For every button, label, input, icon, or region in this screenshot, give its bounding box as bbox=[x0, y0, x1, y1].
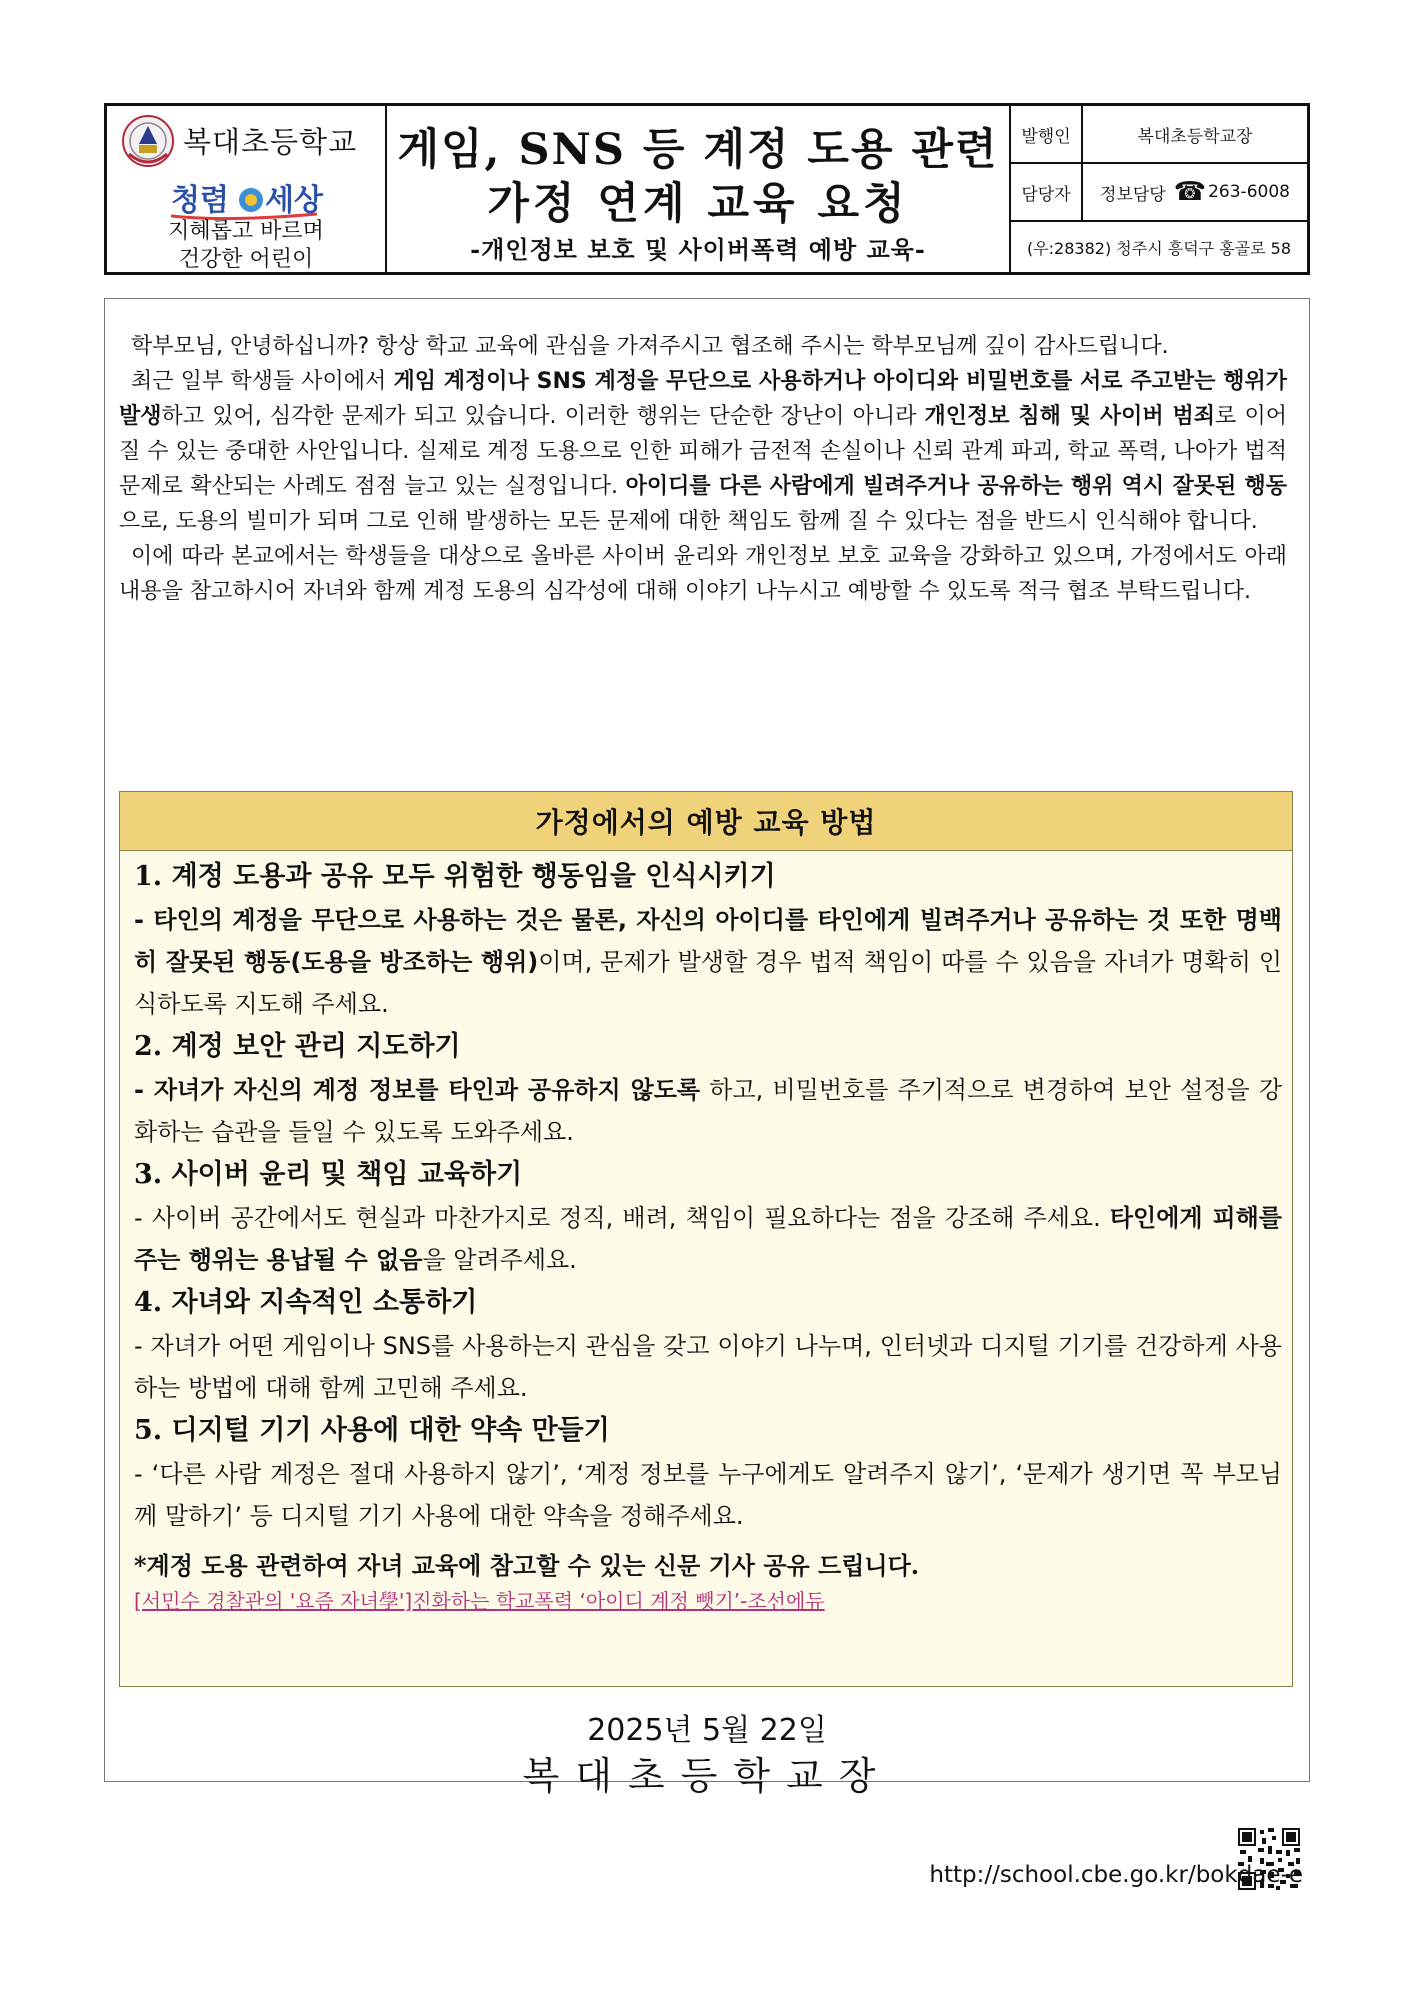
integrity-slogan-logo bbox=[167, 176, 337, 222]
publisher-label: 발행인 bbox=[1011, 106, 1083, 162]
prevention-tips-box bbox=[119, 791, 1293, 1687]
intro-text bbox=[119, 329, 1287, 609]
tip-3-bold: 타인에게 피해를 주는 행위는 용납될 수 없음 bbox=[134, 1204, 1282, 1274]
school-emblem-icon bbox=[121, 114, 175, 168]
tip-1-rest: 이며, 문제가 발생할 경우 법적 책임이 따를 수 있음을 자녀가 명확히 인식하도록 지도해 주세요. bbox=[134, 948, 1282, 1018]
document-header bbox=[104, 103, 1310, 275]
tip-4-text: - 자녀가 어떤 게임이나 SNS를 사용하는지 관심을 갖고 이야기 나누며, 인터넷과 디지털 기기를 건강하게 사용하는 방법에 대해 함께 고민해 주세요. bbox=[134, 1332, 1282, 1402]
tip-3-text bbox=[134, 1197, 1282, 1281]
intro-p2-text-d: 으로, 도용의 빌미가 되며 그로 인해 발생하는 모든 문제에 대한 책임도 함께 질 수 있다는 점을 반드시 인식해야 합니다. bbox=[119, 509, 1258, 534]
document-subtitle: -개인정보 보호 및 사이버폭력 예방 교육- bbox=[470, 235, 926, 264]
principal-signature: 복대초등학교장 bbox=[522, 1754, 892, 1798]
issue-date: 2025년 5월 22일 bbox=[587, 1713, 827, 1748]
tip-2-bold: - 자녀가 자신의 계정 정보를 타인과 공유하지 않도록 bbox=[134, 1076, 701, 1104]
tip-2-rest: 하고, 비밀번호를 주기적으로 변경하여 보안 설정을 강화하는 습관을 들일 수 있도록 도와주세요. bbox=[134, 1076, 1283, 1146]
intro-paragraph-1: 학부모님, 안녕하십니까? 항상 학교 교육에 관심을 가져주시고 협조해 주시는 학부모님께 깊이 감사드립니다. bbox=[131, 334, 1169, 359]
intro-p2-bold-c: 아이디를 다른 사람에게 빌려주거나 공유하는 행위 역시 잘못된 행동 bbox=[625, 474, 1287, 499]
intro-paragraph-3: 이에 따라 본교에서는 학생들을 대상으로 올바른 사이버 윤리와 개인정보 보호 교육을 강화하고 있으며, 가정에서도 아래 내용을 참고하시어 자녀와 함께 계정 도용의 심각성에 대해 이야기 나누시고 예방할 수 있도록 적극 협조 부탁드립니다. bbox=[119, 544, 1287, 604]
contact-label: 담당자 bbox=[1011, 164, 1083, 220]
phone-icon: ☎ bbox=[1173, 177, 1207, 207]
tip-4-title: 4. 자녀와 지속적인 소통하기 bbox=[134, 1287, 478, 1318]
school-motto-line-2: 건강한 어린이 bbox=[178, 247, 314, 272]
school-name: 복대초등학교 bbox=[183, 125, 358, 159]
tips-heading: 가정에서의 예방 교육 방법 bbox=[120, 792, 1292, 851]
contact-row bbox=[1011, 164, 1307, 222]
intro-paragraph-2 bbox=[119, 364, 1287, 539]
school-identity bbox=[107, 106, 387, 272]
tip-2-text bbox=[134, 1069, 1282, 1153]
school-motto-line-1: 지혜롭고 바르며 bbox=[168, 219, 324, 244]
letter-body bbox=[104, 298, 1310, 1798]
intro-p2-text-a: 최근 일부 학생들 사이에서 bbox=[131, 369, 394, 394]
intro-p2-text-b: 하고 있어, 심각한 문제가 되고 있습니다. 이러한 행위는 단순한 장난이 아니라 bbox=[161, 404, 925, 429]
school-address: (우:28382) 청주시 흥덕구 홍골로 58 bbox=[1026, 238, 1292, 258]
publisher-row bbox=[1011, 106, 1307, 164]
intro-p2-bold-a: 게임 계정이나 SNS 계정을 무단으로 사용하거나 아이디와 비밀번호를 서로 주고받는 행위가 발생 bbox=[119, 369, 1287, 429]
article-link[interactable]: [서민수 경찰관의 '요즘 자녀學']진화하는 학교폭력 ‘아이디 계정 뺏기’-조선에듀 bbox=[134, 1589, 825, 1613]
contact-department: 정보담당 bbox=[1100, 184, 1166, 205]
document-title-line-2: 가정 연계 교육 요청 bbox=[487, 179, 909, 229]
tip-3-text-b: 을 알려주세요. bbox=[422, 1246, 577, 1274]
tip-3-title: 3. 사이버 윤리 및 책임 교육하기 bbox=[134, 1159, 523, 1190]
tip-5-text: - ‘다른 사람 계정은 절대 사용하지 않기’, ‘계정 정보를 누구에게도 알려주지 않기’, ‘문제가 생기면 꼭 부모님께 말하기’ 등 디지털 기기 사용에 대한 약속을 정해주세요. bbox=[134, 1460, 1282, 1530]
tip-1-title: 1. 계정 도용과 공유 모두 위험한 행동임을 인식시키기 bbox=[134, 861, 776, 892]
publisher-value: 복대초등학교장 bbox=[1137, 126, 1253, 147]
title-block bbox=[387, 106, 1011, 272]
svg-text:세상: 세상 bbox=[265, 183, 323, 218]
school-website-url[interactable]: http://school.cbe.go.kr/bokdae-e bbox=[929, 1862, 1303, 1888]
tip-5-title: 5. 디지털 기기 사용에 대한 약속 만들기 bbox=[134, 1415, 610, 1446]
tip-2-title: 2. 계정 보안 관리 지도하기 bbox=[134, 1031, 461, 1062]
tip-1-text bbox=[134, 899, 1282, 1025]
tip-1-bold: - 타인의 계정을 무단으로 사용하는 것은 물론, 자신의 아이디를 타인에게 빌려주거나 공유하는 것 또한 명백히 잘못된 행동(도용을 방조하는 행위) bbox=[134, 906, 1282, 976]
contact-phone: 263-6008 bbox=[1208, 182, 1290, 202]
tip-3-text-a: - 사이버 공간에서도 현실과 마찬가지로 정직, 배려, 책임이 필요하다는 점을 강조해 주세요. bbox=[134, 1204, 1110, 1232]
intro-p2-text-c: 로 이어질 수 있는 중대한 사안입니다. 실제로 계정 도용으로 인한 피해가 금전적 손실이나 신뢰 관계 파괴, 학교 폭력, 나아가 법적 문제로 확산되는 사례도 점점 늘고 있는 실정입니다. bbox=[119, 404, 1287, 499]
article-note: *계정 도용 관련하여 자녀 교육에 참고할 수 있는 신문 기사 공유 드립니다. bbox=[134, 1551, 920, 1580]
document-title-line-1: 게임, SNS 등 계정 도용 관련 bbox=[397, 125, 999, 175]
contact-value-cell bbox=[1083, 164, 1307, 220]
intro-p2-bold-b: 개인정보 침해 및 사이버 범죄 bbox=[924, 404, 1216, 429]
svg-text:청렴: 청렴 bbox=[171, 183, 229, 218]
tips-list bbox=[120, 851, 1292, 1615]
issuer-info-table bbox=[1011, 106, 1307, 272]
address-row bbox=[1011, 222, 1307, 272]
